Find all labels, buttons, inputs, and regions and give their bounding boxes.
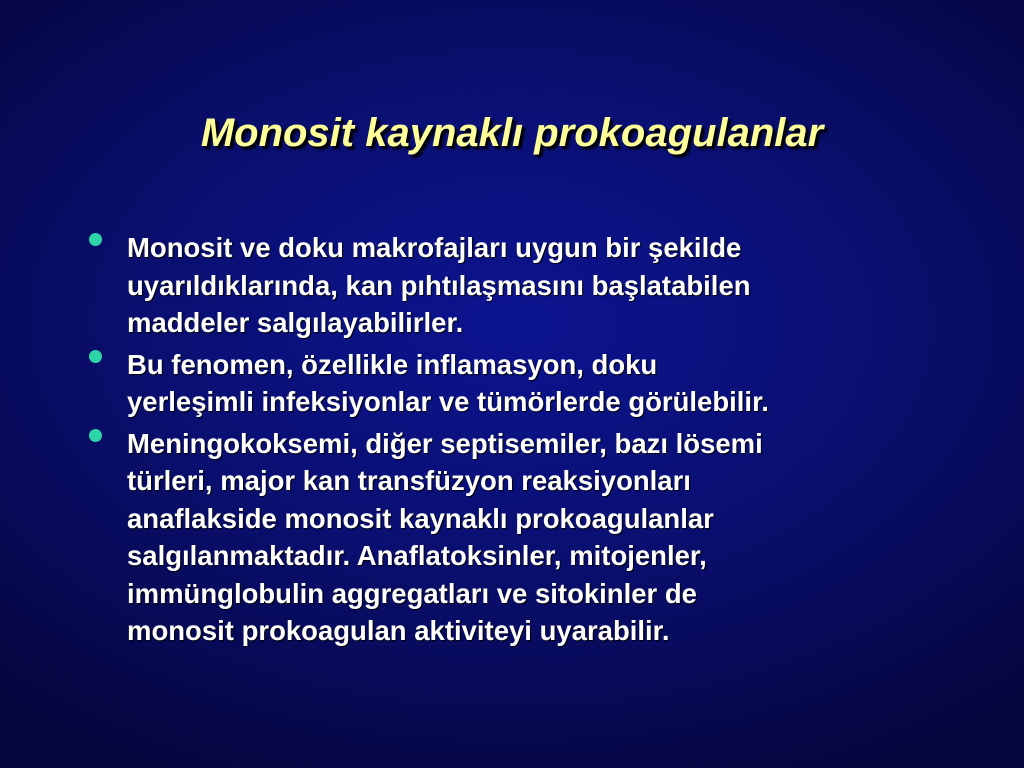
bullet-text-line: Bu fenomen, özellikle inflamasyon, doku [127, 348, 658, 380]
bullet-text-line: Monosit ve doku makrofajları uygun bir şekilde [127, 232, 742, 263]
bullet-text-line: anaflakside monosit kaynaklı prokoagulanlar [127, 502, 714, 534]
bullet-dot-icon [89, 350, 102, 363]
bullet-text-line: maddeler salgılayabilirler. [127, 307, 464, 338]
bullet-text-line: immünglobulin aggregatları ve sitokinler de [127, 577, 697, 609]
bullet-text-line: salgılanmaktadır. Anaflatoksinler, mitojenler, [127, 540, 707, 571]
bullet-dot-icon [89, 233, 102, 246]
bullet-text-line: yerleşimli infeksiyonlar ve tümörlerde görülebilir. [127, 386, 769, 417]
bullet-dot-icon [89, 429, 102, 442]
bullet-text-line: Meningokoksemi, diğer septisemiler, bazı lösemi [127, 427, 763, 459]
bullet-text-line: uyarıldıklarında, kan pıhtılaşmasını başlatabilen [127, 269, 751, 301]
bullet-text-line: türleri, major kan transfüzyon reaksiyonları [127, 465, 691, 496]
bullet-text-line: monosit prokoagulan aktiviteyi uyarabilir. [127, 615, 670, 646]
slide-title: Monosit kaynaklı prokoagulanlar [200, 111, 824, 155]
bullet-list [0, 229, 927, 654]
bullet-item [0, 346, 927, 421]
bullet-item [0, 229, 927, 342]
bullet-item [0, 425, 927, 650]
